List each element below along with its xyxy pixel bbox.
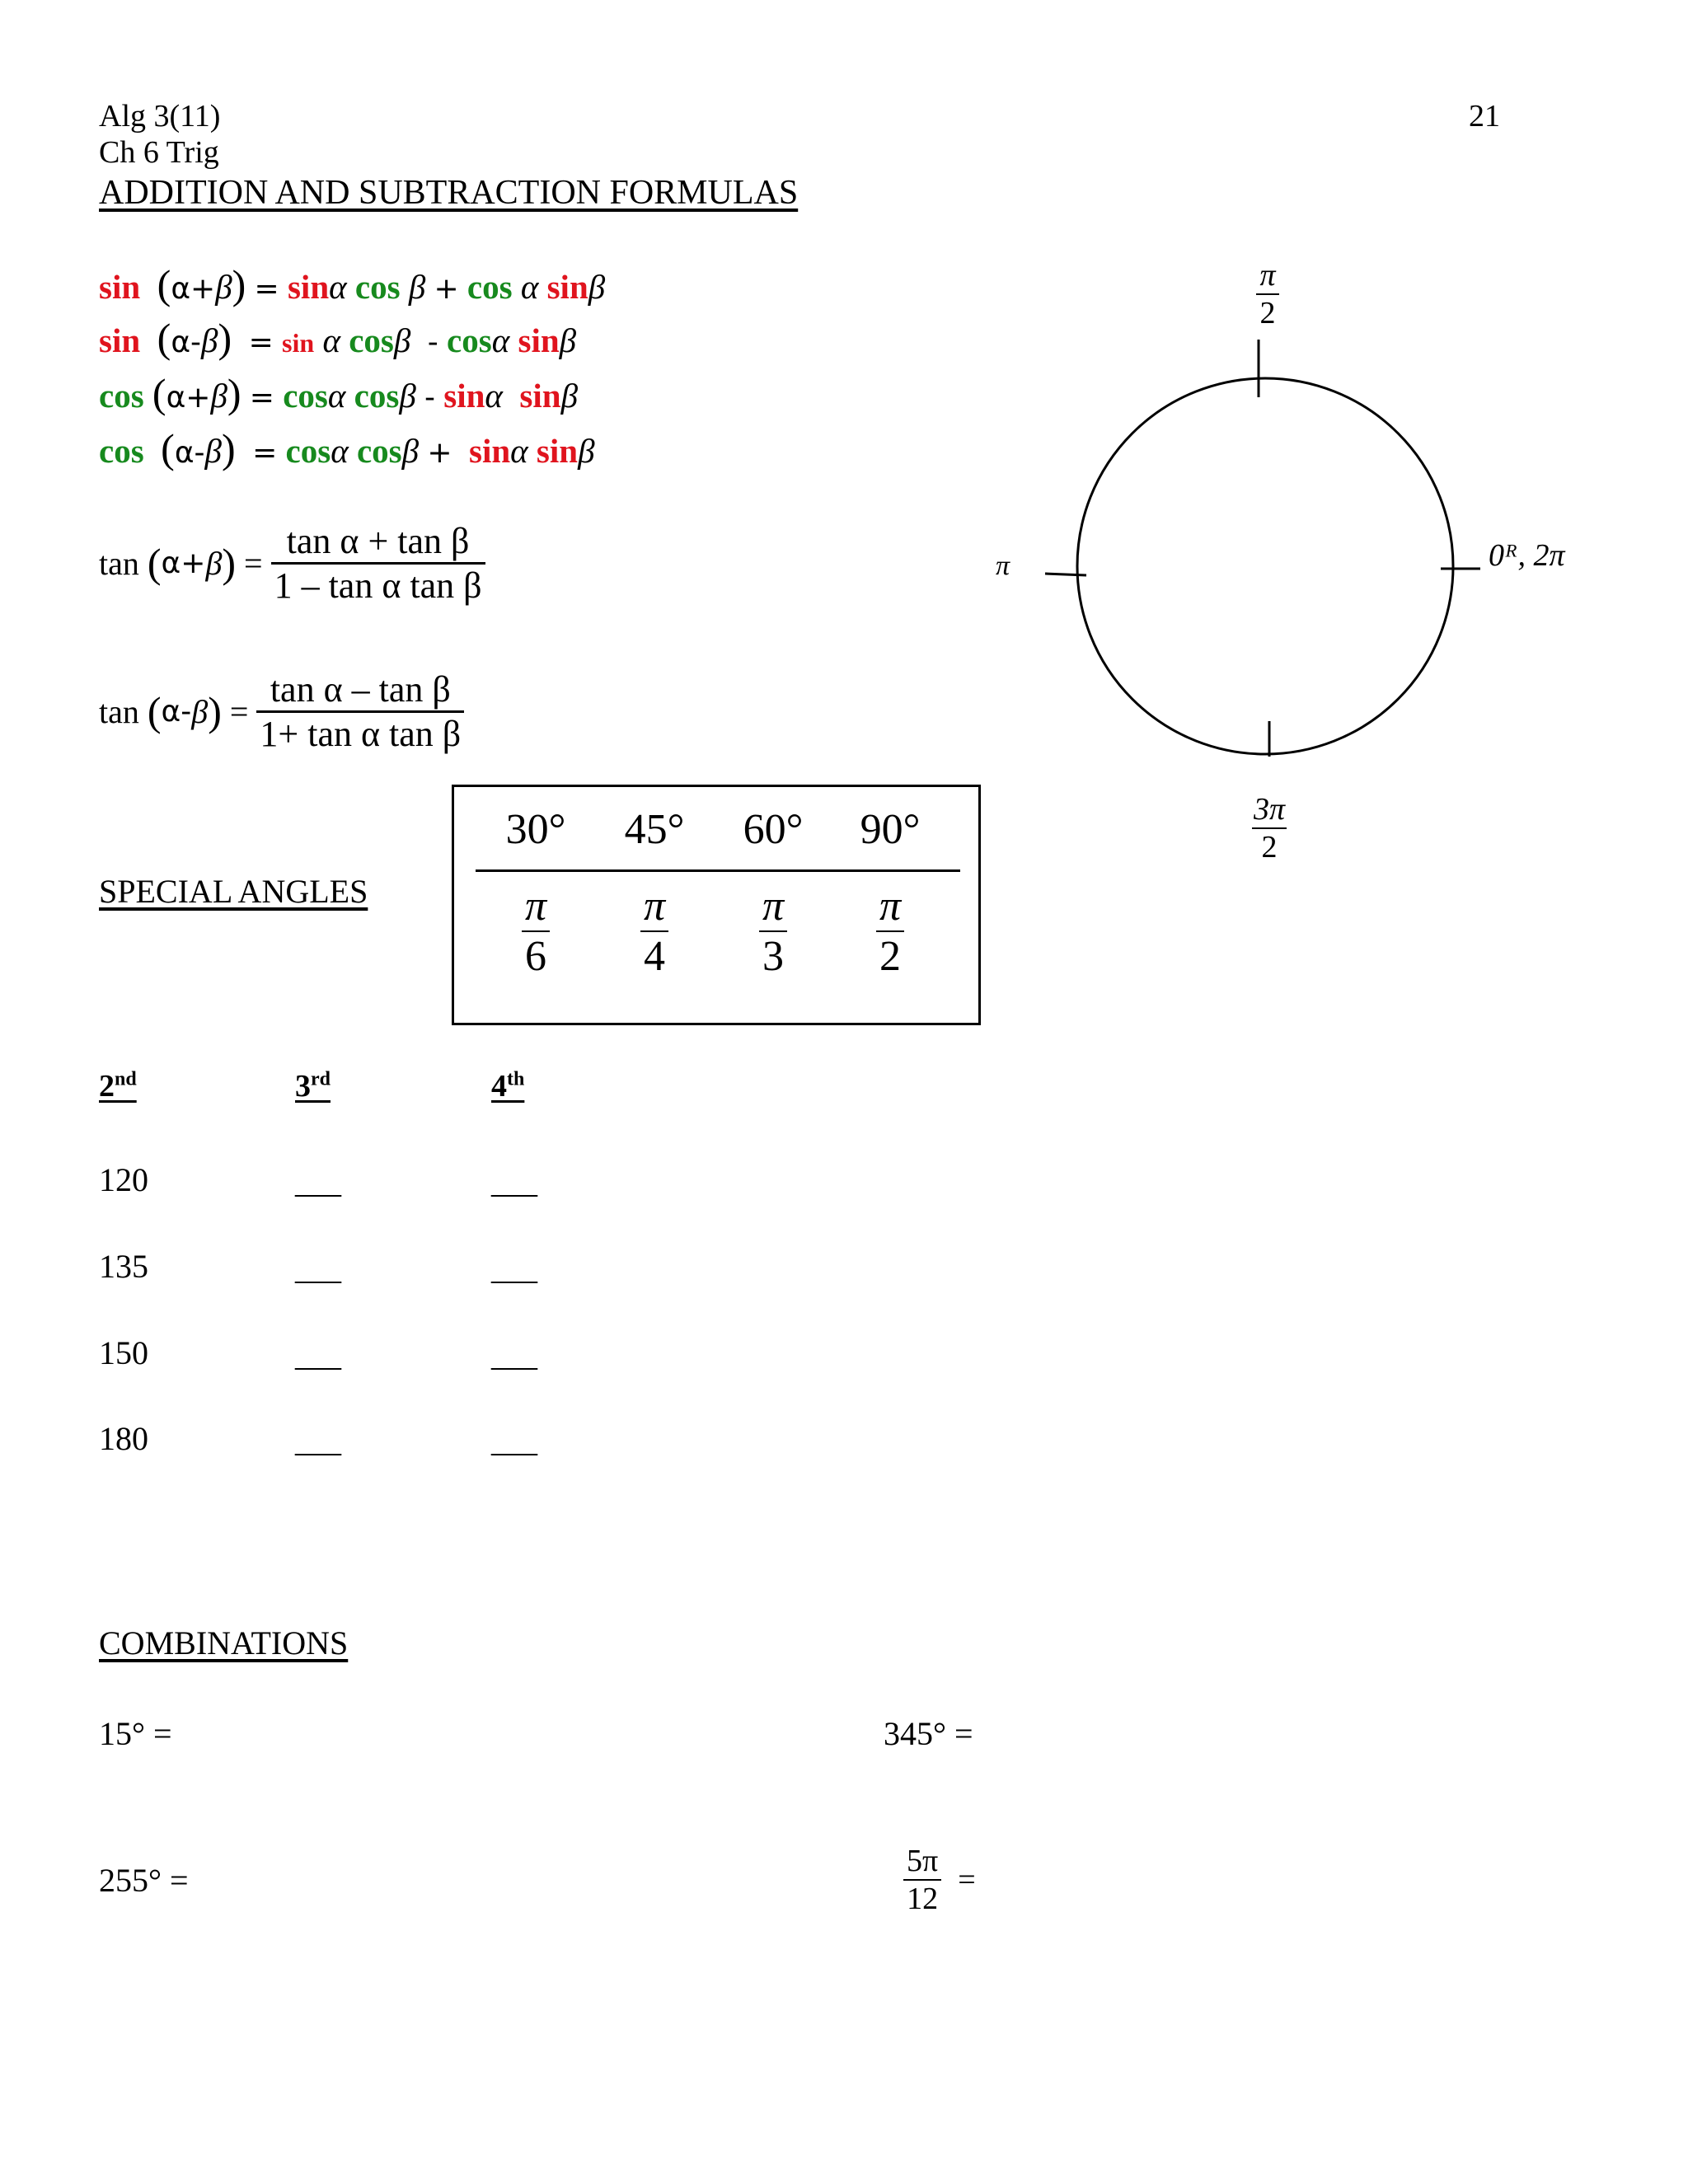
quadrant-header-4th: 4th	[491, 1068, 525, 1104]
special-angles-table	[452, 785, 981, 1025]
tan-diff-fraction: $\frac{\text{tan α – tan β}}{\text{1+ tan α tan β}}$	[256, 668, 464, 755]
radian-cell: $\frac{\pi}{6}$	[522, 882, 550, 981]
unit-circle	[1077, 378, 1453, 754]
formula-cos-sum: cos (α+β) = cosα cosβ - sinα sinβ	[99, 370, 578, 416]
combinations-label: COMBINATIONS	[99, 1624, 349, 1661]
quadrant-header-3rd: 3rd	[295, 1068, 331, 1104]
combination-5pi-12: $\frac{5\pi}{12}$ =	[903, 1843, 976, 1917]
answer-blank: ___	[295, 1422, 340, 1459]
tan-sum-fraction: $\frac{\text{tan α + tan β}}{\text{1 – tan α tan β}}$	[271, 520, 485, 607]
answer-blank: ___	[295, 1336, 340, 1373]
page-number: 21	[1469, 99, 1500, 134]
degree-cell: 60°	[743, 806, 804, 853]
tick-left	[1045, 574, 1086, 575]
degree-cell: 30°	[505, 806, 566, 853]
radian-cell: $\frac{\pi}{2}$	[876, 882, 904, 981]
answer-blank: ___	[295, 1163, 340, 1200]
formula-tan-sum: tan ( α + β ) = $\frac{\text{tan α + tan β}}{\text{1 – tan α tan β}}$	[99, 509, 485, 616]
answer-blank: ___	[491, 1163, 536, 1200]
radians-row	[477, 882, 949, 981]
combination-15: 15° =	[99, 1715, 172, 1752]
quadrant-row-value: 150	[99, 1334, 148, 1371]
answer-blank: ___	[491, 1336, 536, 1373]
degree-cell: 90°	[860, 806, 921, 853]
degrees-row	[477, 805, 949, 854]
answer-blank: ___	[491, 1249, 536, 1286]
formula-sin-diff: sin (α-β) = sin α cosβ - cosα sinβ	[99, 315, 577, 361]
formula-tan-diff: tan ( α - β ) = $\frac{\text{tan α – tan β}}{\text{1+ tan α tan β}}$	[99, 658, 464, 765]
chapter-label: Ch 6 Trig	[99, 135, 219, 170]
formula-cos-diff: cos (α-β) = cosα cosβ + sinα sinβ	[99, 425, 595, 471]
quadrant-row-value: 180	[99, 1420, 148, 1457]
quadrant-row-value: 120	[99, 1161, 148, 1198]
label-pi-over-2: π 2	[1243, 257, 1292, 331]
label-pi: π	[996, 551, 1010, 581]
special-angles-label: SPECIAL ANGLES	[99, 873, 368, 910]
label-3pi-over-2: 3π 2	[1253, 792, 1286, 865]
degree-cell: 45°	[624, 806, 685, 853]
radian-cell: $\frac{\pi}{3}$	[759, 882, 787, 981]
page-title: ADDITION AND SUBTRACTION FORMULAS	[99, 174, 799, 212]
formula-sin-sum: sin (α+β) = sinα cos β + cos α sinβ	[99, 261, 606, 307]
course-label: Alg 3(11)	[99, 99, 221, 134]
answer-blank: ___	[491, 1422, 536, 1459]
combination-255: 255° =	[99, 1862, 189, 1899]
radian-cell: $\frac{\pi}{4}$	[640, 882, 668, 981]
label-zero-two-pi: 0ᴿ, 2π	[1489, 538, 1565, 573]
answer-blank: ___	[295, 1249, 340, 1286]
quadrant-header-2nd: 2nd	[99, 1068, 137, 1104]
table-divider	[476, 869, 960, 872]
quadrant-row-value: 135	[99, 1248, 148, 1285]
combination-345: 345° =	[884, 1715, 973, 1752]
